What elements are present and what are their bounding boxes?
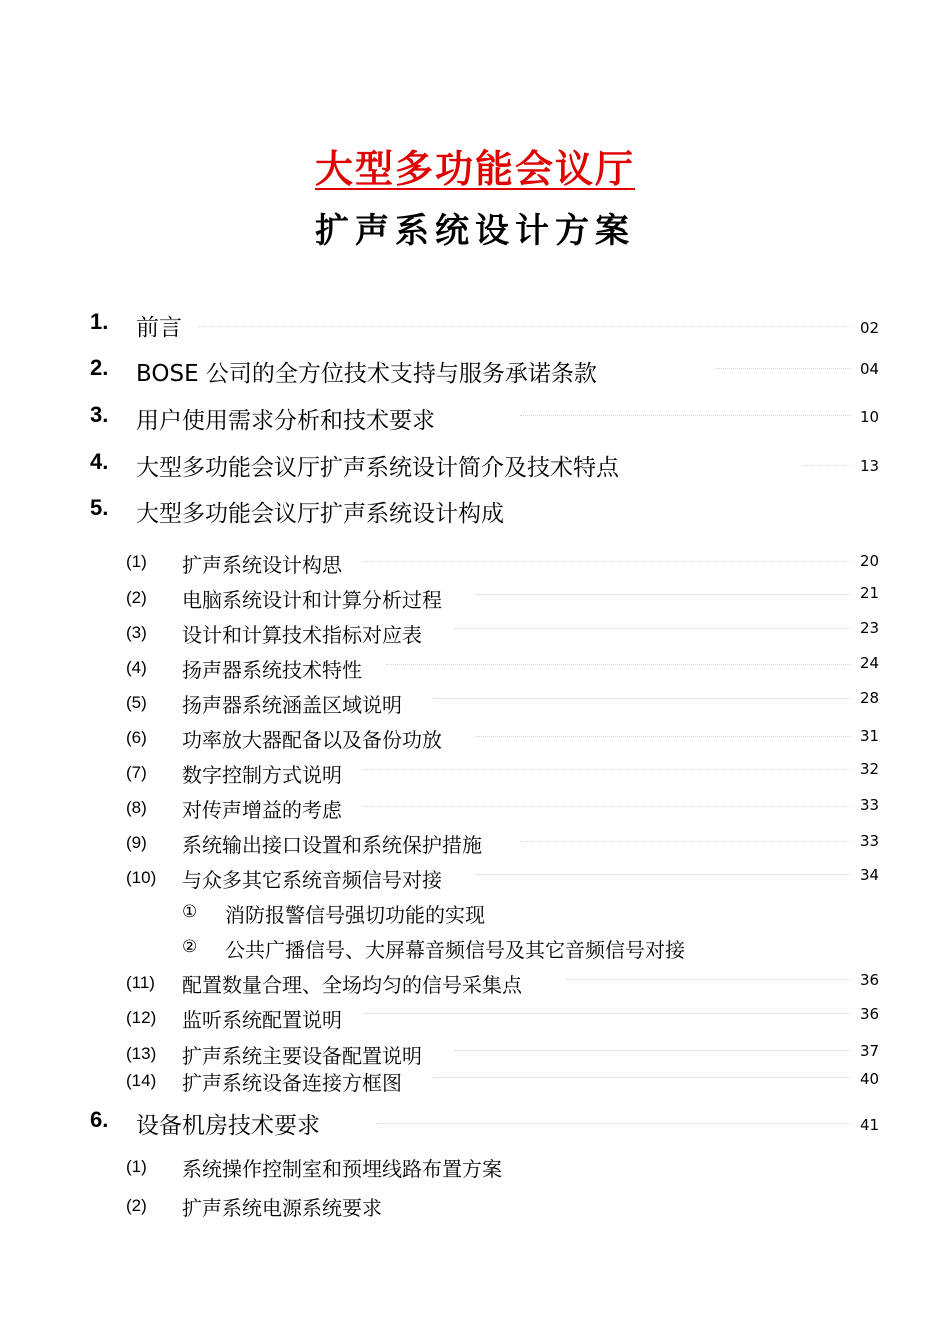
toc-label: 扩声系统设备连接方框图 [182,1071,402,1095]
toc-label: 配置数量合理、全场均匀的信号采集点 [182,973,522,997]
toc-label: 消防报警信号强切功能的实现 [225,903,485,927]
toc-number: ② [182,937,198,957]
toc-label: 大型多功能会议厅扩声系统设计简介及技术特点 [136,455,619,481]
toc-leader [716,368,850,369]
toc-number: ① [182,902,198,922]
toc-entry-5-9[interactable] [0,829,950,865]
toc-number: 5. [90,495,109,520]
toc-label: 扩声系统电源系统要求 [182,1196,382,1220]
toc-label: 监听系统配置说明 [182,1008,342,1032]
toc-leader [520,841,850,842]
toc-number: (5) [126,693,147,712]
document-subtitle: 扩声系统设计方案 [315,211,635,251]
toc-page: 23 [860,619,880,637]
toc-leader [520,415,850,416]
toc-entry-5-8[interactable] [0,794,950,830]
document-title: 大型多功能会议厅 [314,147,635,191]
toc-number: (3) [126,623,147,642]
toc-page: 36 [860,1005,880,1023]
toc-leader [364,561,850,562]
toc-label: 对传声增益的考虑 [182,798,342,822]
toc-entry-3[interactable] [0,402,950,438]
toc-label: 电脑系统设计和计算分析过程 [182,588,442,612]
toc-leader [804,465,850,466]
toc-page: 37 [860,1042,880,1060]
toc-leader [476,874,850,875]
toc-number: (1) [126,552,147,571]
toc-label: 与众多其它系统音频信号对接 [182,868,442,892]
toc-leader [476,594,850,595]
toc-number: (12) [126,1008,157,1027]
toc-page: 13 [860,457,880,475]
toc-label: 系统操作控制室和预埋线路布置方案 [182,1157,502,1181]
toc-page: 04 [860,360,880,378]
toc-entry-1[interactable] [0,309,950,345]
toc-label: 大型多功能会议厅扩声系统设计构成 [136,501,504,527]
toc-entry-6-2[interactable] [0,1192,950,1228]
toc-entry-5-7[interactable] [0,759,950,795]
toc-page: 33 [860,796,880,814]
toc-leader [376,1123,850,1124]
toc-leader [454,628,850,629]
toc-leader [198,326,850,327]
toc-leader [364,806,850,807]
toc-entry-6[interactable] [0,1107,950,1143]
toc-page: 40 [860,1070,880,1088]
toc-page: 31 [860,727,880,745]
toc-page: 28 [860,689,880,707]
toc-page: 34 [860,866,880,884]
toc-entry-5-10[interactable] [0,864,950,900]
toc-entry-5-1[interactable] [0,549,950,585]
toc-number: 2. [90,355,109,380]
toc-entry-5-4[interactable] [0,654,950,690]
toc-page: 10 [860,408,880,426]
toc-number: (7) [126,763,147,782]
toc-label: 扩声系统主要设备配置说明 [182,1044,422,1068]
toc-leader [386,664,850,665]
toc-page: 33 [860,832,880,850]
toc-number: (4) [126,658,147,677]
toc-entry-5-5[interactable] [0,689,950,725]
toc-page: 20 [860,552,880,570]
toc-label: 系统输出接口设置和系统保护措施 [182,833,482,857]
toc-number: 4. [90,449,109,474]
toc-number: (9) [126,833,147,852]
toc-number: (8) [126,798,147,817]
toc-number: (10) [126,868,157,887]
toc-leader [364,769,850,770]
toc-entry-5-14[interactable] [0,1067,950,1103]
toc-number: (14) [126,1071,157,1090]
toc-entry-4[interactable] [0,449,950,485]
toc-label: 扩声系统设计构思 [182,553,342,577]
toc-entry-5-12[interactable] [0,1004,950,1040]
toc-leader [476,736,850,737]
toc-number: (11) [126,973,155,992]
toc-entry-5[interactable] [0,495,950,531]
toc-label: 数字控制方式说明 [182,763,342,787]
toc-leader [364,1013,850,1014]
toc-number: (6) [126,728,147,747]
toc-label: BOSE 公司的全方位技术支持与服务承诺条款 [136,361,597,387]
toc-leader [432,698,850,699]
toc-page: 32 [860,760,880,778]
toc-entry-5-6[interactable] [0,724,950,760]
toc-label: 用户使用需求分析和技术要求 [136,408,435,434]
toc-entry-5-2[interactable] [0,584,950,620]
toc-label: 扬声器系统技术特性 [182,658,362,682]
toc-number: 3. [90,402,109,427]
toc-label: 公共广播信号、大屏幕音频信号及其它音频信号对接 [225,938,685,962]
toc-number: (13) [126,1044,157,1063]
toc-label: 扬声器系统涵盖区域说明 [182,693,402,717]
toc-label: 功率放大器配备以及备份功放 [182,728,442,752]
toc-entry-5-11[interactable] [0,969,950,1005]
toc-entry-5-3[interactable] [0,619,950,655]
toc-page: 21 [860,584,880,602]
toc-page: 41 [860,1116,880,1134]
toc-entry-2[interactable] [0,355,950,391]
toc-leader [454,1050,850,1051]
toc-number: 1. [90,309,109,334]
toc-number: (2) [126,588,147,607]
toc-label: 前言 [136,315,182,341]
toc-number: 6. [90,1107,109,1132]
toc-page: 24 [860,654,880,672]
toc-number: (1) [126,1157,147,1176]
toc-page: 02 [860,319,880,337]
toc-entry-6-1[interactable] [0,1153,950,1189]
toc-number: (2) [126,1196,147,1215]
toc-entry-5-10-1[interactable] [0,899,950,935]
toc-leader [566,979,850,980]
toc-page: 36 [860,971,880,989]
toc-entry-5-10-2[interactable] [0,934,950,970]
toc-leader [432,1077,850,1078]
toc-label: 设备机房技术要求 [136,1113,320,1139]
toc-label: 设计和计算技术指标对应表 [182,623,422,647]
